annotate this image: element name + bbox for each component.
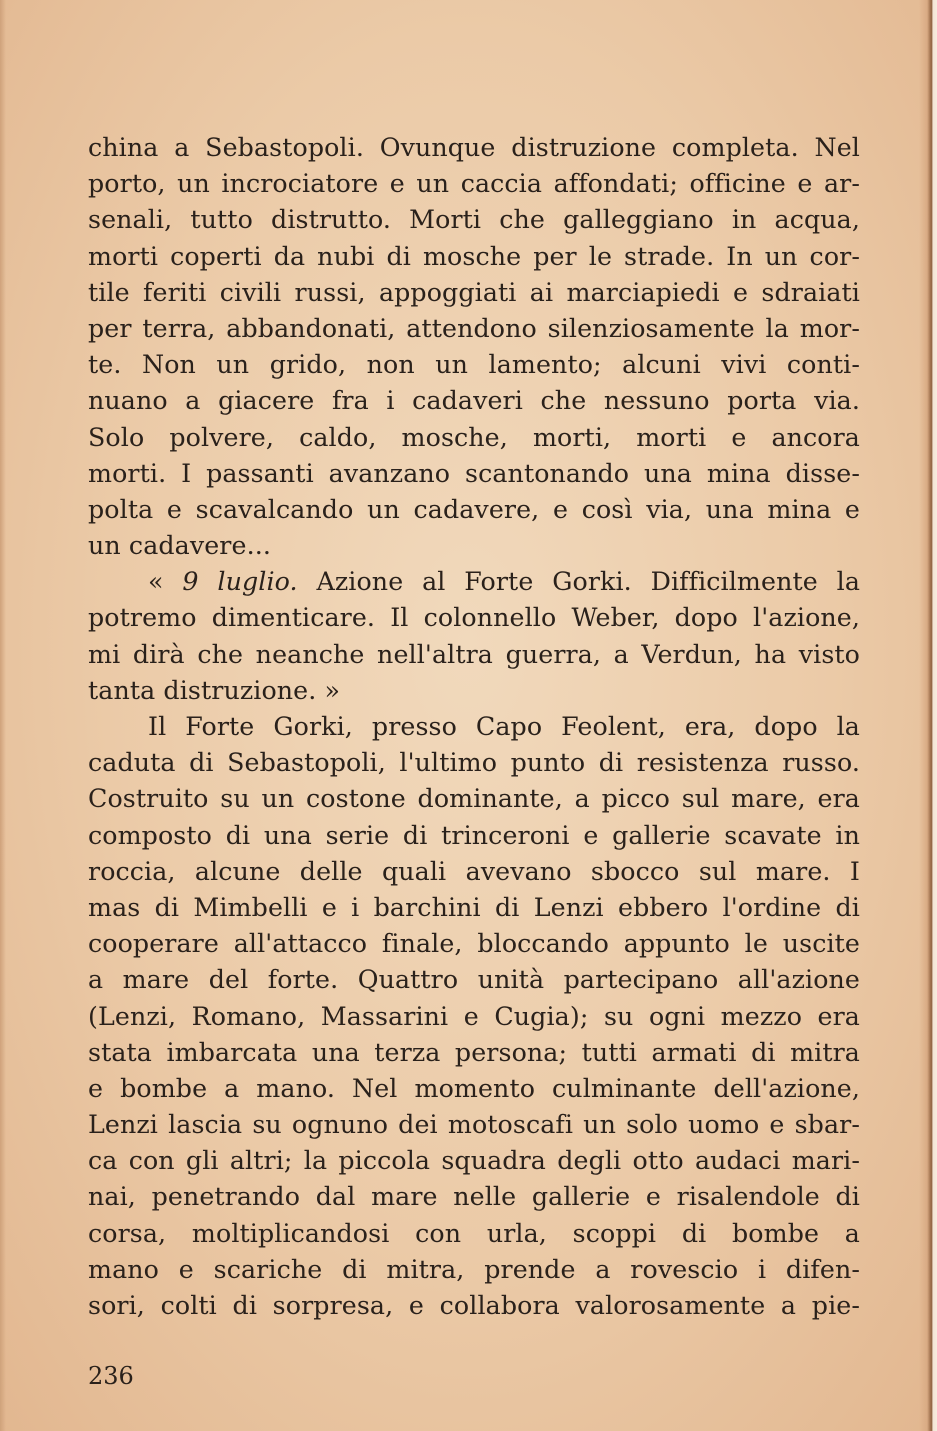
text-line: roccia, alcune delle quali avevano sbocco sul mare. I xyxy=(88,856,860,886)
text-line: Costruito su un costone dominante, a picco sul mare, era xyxy=(88,784,860,814)
text-line: e bombe a mano. Nel momento culminante dell'azione, xyxy=(88,1073,860,1103)
text-line: polta e scavalcando un cadavere, e così via, una mina e xyxy=(88,494,860,524)
text-line: porto, un incrociatore e un caccia affondati; officine e ar- xyxy=(88,169,860,199)
text-line: tanta distruzione. » xyxy=(88,675,341,705)
text-line: potremo dimenticare. Il colonnello Weber, dopo l'azione, xyxy=(88,603,860,633)
quote-open: « xyxy=(148,567,183,597)
line-text: Azione al Forte Gorki. Difficilmente la xyxy=(297,567,860,597)
page-right-edge xyxy=(919,0,937,1431)
text-line: nuano a giacere fra i cadaveri che nessuno porta via. xyxy=(88,386,860,416)
text-line: per terra, abbandonati, attendono silenziosamente la mor- xyxy=(88,313,860,343)
text-line: te. Non un grido, non un lamento; alcuni vivi conti- xyxy=(88,350,860,380)
text-line: Lenzi lascia su ognuno dei motoscafi un solo uomo e sbar- xyxy=(88,1110,860,1140)
text-line: china a Sebastopoli. Ovunque distruzione completa. Nel xyxy=(88,133,860,162)
text-line: cooperare all'attacco finale, bloccando appunto le uscite xyxy=(88,929,860,959)
text-line: senali, tutto distrutto. Morti che galleggiano in acqua, xyxy=(88,205,860,235)
text-line: sori, colti di sorpresa, e collabora valorosamente a pie- xyxy=(88,1291,860,1320)
text-line xyxy=(88,564,860,600)
body-text xyxy=(88,130,860,1324)
text-line: corsa, moltiplicandosi con urla, scoppi di bombe a xyxy=(88,1218,860,1248)
text-line: nai, penetrando dal mare nelle gallerie e risalendole di xyxy=(88,1182,860,1212)
text-line: Il Forte Gorki, presso Capo Feolent, era, dopo la xyxy=(148,712,860,741)
text-line: tile feriti civili russi, appoggiati ai marciapiedi e sdraiati xyxy=(88,277,860,307)
text-line: composto di una serie di trinceroni e gallerie scavate in xyxy=(88,820,860,850)
text-line: a mare del forte. Quattro unità partecipano all'azione xyxy=(88,965,860,995)
italic-date: 9 luglio. xyxy=(182,567,298,597)
text-line: ca con gli altri; la piccola squadra degli otto audaci mari- xyxy=(88,1146,860,1176)
text-line: stata imbarcata una terza persona; tutti armati di mitra xyxy=(88,1037,860,1067)
text-line: mi dirà che neanche nell'altra guerra, a Verdun, ha visto xyxy=(88,639,860,669)
text-line: mano e scariche di mitra, prende a rovescio i difen- xyxy=(88,1254,860,1284)
text-line: (Lenzi, Romano, Massarini e Cugia); su ogni mezzo era xyxy=(88,1001,860,1031)
text-line: morti coperti da nubi di mosche per le strade. In un cor- xyxy=(88,241,860,271)
page-number: 236 xyxy=(88,1362,134,1390)
text-line: Solo polvere, caldo, mosche, morti, morti e ancora xyxy=(88,422,860,452)
text-line: caduta di Sebastopoli, l'ultimo punto di resistenza russo. xyxy=(88,748,860,778)
text-line: mas di Mimbelli e i barchini di Lenzi ebbero l'ordine di xyxy=(88,892,860,922)
page-left-shadow xyxy=(0,0,6,1431)
text-line: un cadavere... xyxy=(88,531,271,561)
text-line: morti. I passanti avanzano scantonando una mina disse- xyxy=(88,458,860,488)
